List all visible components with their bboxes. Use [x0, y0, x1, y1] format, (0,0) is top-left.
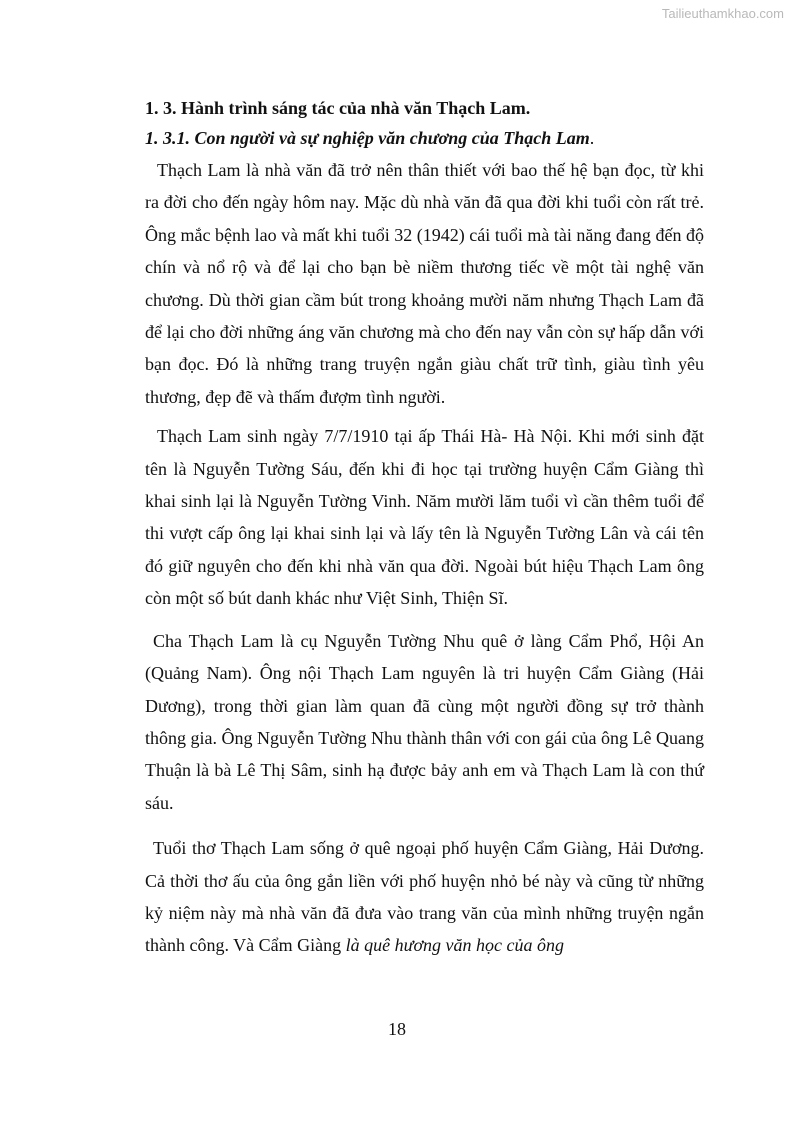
- paragraph-intro: Thạch Lam là nhà văn đã trở nên thân thiết với bao thế hệ bạn đọc, từ khi ra đời cho đến ngày hôm nay. Mặc dù nhà văn đã qua đời khi tuổi còn rất trẻ. Ông mắc bệnh lao và mất khi tuổi 32 (1942) cái tuổi mà tài năng đang đến độ chín và nổ rộ và để lại cho bạn bè niềm thương tiếc về một tài nghệ văn chương. Dù thời gian cầm bút trong khoảng mười năm nhưng Thạch Lam đã để lại cho đời những áng văn chương mà cho đến nay vẫn còn sự hấp dẫn với bạn đọc. Đó là những trang truyện ngắn giàu chất trữ tình, giàu tình yêu thương, đẹp đẽ và thấm đượm tình người.: [145, 160, 704, 407]
- paragraph-family: Cha Thạch Lam là cụ Nguyễn Tường Nhu quê ở làng Cẩm Phổ, Hội An (Quảng Nam). Ông nội Thạch Lam nguyên là tri huyện Cẩm Giàng (Hải Dương), trong thời gian làm quan đã cùng một người đồng sự trở thành thông gia. Ông Nguyễn Tường Nhu thành thân với con gái của ông Lê Quang Thuận là bà Lê Thị Sâm, sinh hạ được bảy anh em và Thạch Lam là con thứ sáu.: [145, 630, 704, 813]
- subsection-heading: [145, 126, 704, 150]
- page-number: 18: [388, 1019, 406, 1039]
- paragraph-birth: Thạch Lam sinh ngày 7/7/1910 tại ấp Thái Hà- Hà Nội. Khi mới sinh đặt tên là Nguyễn Tường Sáu, đến khi đi học tại trường huyện Cẩm Giàng thì khai sinh lại là Nguyễn Tường Vinh. Năm mười lăm tuổi vì cần thêm tuổi để thi vượt cấp ông lại khai sinh lại và lấy tên là Nguyễn Tường Lân và cái tên đó giữ nguyên cho đến khi nhà văn qua đời. Ngoài bút hiệu Thạch Lam ông còn một số bút danh khác như Việt Sinh, Thiện Sĩ.: [145, 426, 704, 609]
- paragraph-childhood-text: Tuổi thơ Thạch Lam sống ở quê ngoại phố huyện Cẩm Giàng, Hải Dương. Cả thời thơ ấu của ông gắn liền với phố huyện nhỏ bé này và cũng từ những kỷ niệm này mà nhà văn đã đưa vào trang văn của mình những truyện ngắn thành công. Và Cẩm Giàng: [145, 838, 704, 956]
- watermark: Tailieuthamkhao.com: [661, 6, 784, 21]
- subsection-heading-text: 1. 3.1. Con người và sự nghiệp văn chương của Thạch Lam: [145, 128, 590, 148]
- section-heading: 1. 3. Hành trình sáng tác của nhà văn Thạch Lam.: [145, 98, 531, 118]
- subsection-heading-period: .: [589, 128, 595, 148]
- paragraph-childhood-italic: là quê hương văn học của ông: [345, 935, 565, 956]
- paragraph-childhood: [145, 832, 704, 962]
- document-body: [145, 96, 704, 962]
